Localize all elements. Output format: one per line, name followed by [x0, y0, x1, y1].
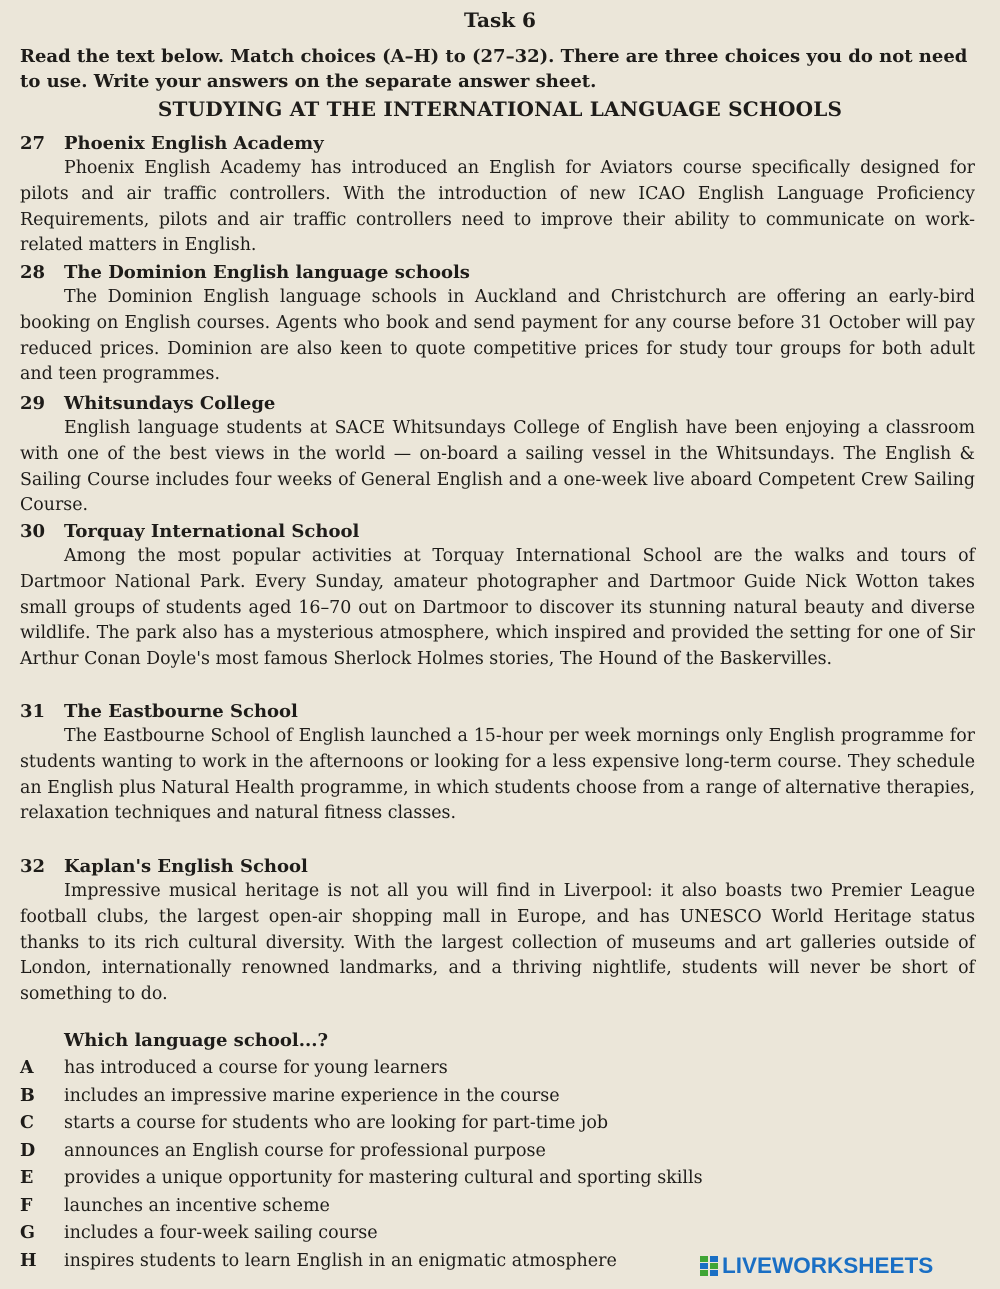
- option-text: provides a unique opportunity for mastering cultural and sporting skills: [64, 1168, 703, 1188]
- section-text: Phoenix English Academy has introduced an English for Aviators course specifically designed for pilots and air traffic controllers. With the introduction of new ICAO English Language Proficiency Requirements, pilots and air traffic controllers need to improve their ability to communicate on work-related matters in English.: [20, 158, 975, 256]
- option-text: starts a course for students who are looking for part-time job: [64, 1113, 609, 1133]
- section-number: 30: [20, 521, 46, 542]
- task-instructions: Read the text below. Match choices (A–H) to (27–32). There are three choices you do not need to use. Write your answers on the separate answer sheet.: [20, 46, 968, 92]
- liveworksheets-logo-icon: [700, 1256, 718, 1276]
- section-32: [20, 854, 975, 1008]
- section-heading: Kaplan's English School: [64, 856, 308, 877]
- section-31: [20, 699, 975, 827]
- option-f: [20, 1193, 975, 1221]
- option-a: [20, 1055, 975, 1083]
- section-28: [20, 260, 975, 388]
- section-text: The Eastbourne School of English launched a 15-hour per week mornings only English programme for students wanting to work in the afternoons or looking for a less expensive long-term course. They schedule an English plus Natural Health programme, in which students choose from a range of alternative therapies, relaxation techniques and natural fitness classes.: [20, 726, 975, 824]
- section-text: Among the most popular activities at Torquay International School are the walks and tours of Dartmoor National Park. Every Sunday, amateur photographer and Dartmoor Guide Nick Wotton takes small groups of students aged 16–70 out on Dartmoor to discover its stunning natural beauty and diverse wildlife. The park also has a mysterious atmosphere, which inspired and provided the setting for one of Sir Arthur Conan Doyle's most famous Sherlock Holmes stories, The Hound of the Baskervilles.: [20, 546, 975, 670]
- option-letter: H: [20, 1250, 37, 1271]
- option-e: [20, 1165, 975, 1193]
- option-text: has introduced a course for young learners: [64, 1058, 448, 1078]
- option-text: announces an English course for professional purpose: [64, 1140, 546, 1161]
- section-number: 32: [20, 856, 46, 877]
- section-number: 31: [20, 701, 46, 722]
- option-letter: C: [20, 1113, 34, 1133]
- section-heading: Phoenix English Academy: [64, 133, 324, 154]
- option-letter: B: [20, 1085, 35, 1106]
- option-b: [20, 1083, 975, 1111]
- liveworksheets-brand-link[interactable]: [700, 1253, 933, 1279]
- option-text: includes an impressive marine experience in the course: [64, 1085, 560, 1106]
- question-prompt: Which language school...?: [64, 1030, 329, 1051]
- section-number: 29: [20, 393, 46, 414]
- option-c: [20, 1110, 975, 1138]
- section-text: English language students at SACE Whitsundays College of English have been enjoying a classroom with one of the best views in the world — on-board a sailing vessel in the Whitsundays. The English & Sailing Course includes four weeks of General English and a one-week live aboard Competent Crew Sailing Course.: [20, 418, 975, 516]
- section-heading: The Dominion English language schools: [64, 262, 470, 283]
- section-text: Impressive musical heritage is not all you will find in Liverpool: it also boasts two Premier League football clubs, the largest open-air shopping mall in Europe, and has UNESCO World Heritage status thanks to its rich cultural diversity. With the largest collection of museums and art galleries outside of London, internationally renowned landmarks, and a thriving nightlife, students will never be short of something to do.: [20, 881, 975, 1005]
- option-text: launches an incentive scheme: [64, 1195, 330, 1216]
- main-title: STUDYING AT THE INTERNATIONAL LANGUAGE SCHOOLS: [157, 97, 843, 121]
- option-letter: G: [20, 1223, 35, 1243]
- task-title: Task 6: [464, 8, 536, 32]
- section-27: [20, 131, 975, 259]
- option-text: includes a four-week sailing course: [64, 1223, 378, 1243]
- section-number: 28: [20, 262, 46, 283]
- option-letter: F: [20, 1195, 33, 1216]
- option-g: [20, 1220, 975, 1248]
- option-letter: D: [20, 1140, 36, 1161]
- option-text: inspires students to learn English in an enigmatic atmosphere: [64, 1250, 617, 1271]
- section-30: [20, 519, 975, 673]
- section-heading: The Eastbourne School: [64, 701, 298, 722]
- liveworksheets-wordmark: LIVEWORKSHEETS: [722, 1253, 934, 1278]
- section-heading: Torquay International School: [64, 521, 360, 542]
- section-29: [20, 391, 975, 519]
- option-letter: A: [20, 1058, 34, 1078]
- section-text: The Dominion English language schools in Auckland and Christchurch are offering an early-bird booking on English courses. Agents who book and send payment for any course before 31 October will pay reduced prices. Dominion are also keen to quote competitive prices for study tour groups for both adult and teen programmes.: [20, 287, 975, 385]
- option-d: [20, 1138, 975, 1166]
- section-number: 27: [20, 133, 46, 154]
- options-list: [20, 1055, 975, 1275]
- section-heading: Whitsundays College: [64, 393, 276, 414]
- option-letter: E: [20, 1168, 34, 1188]
